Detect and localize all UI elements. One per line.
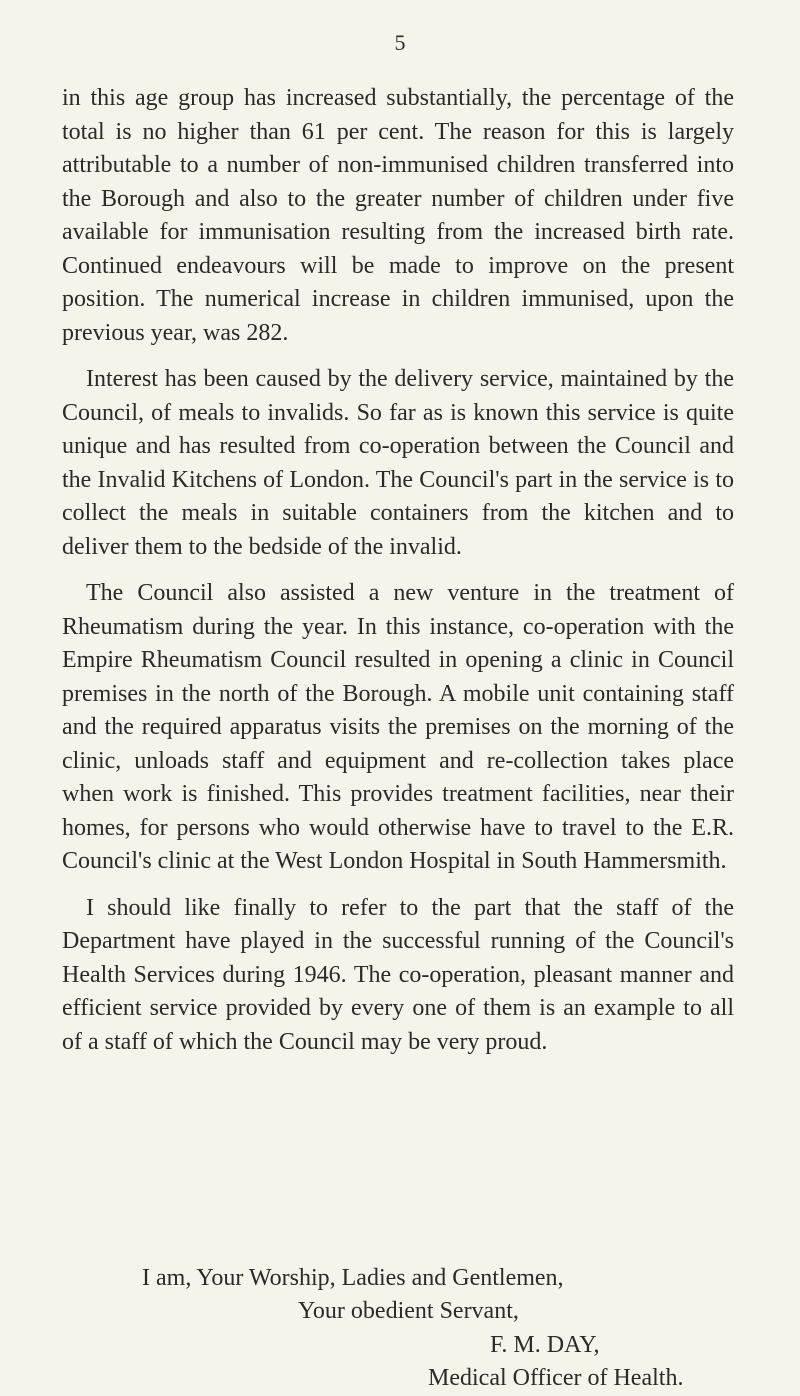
page-number: 5: [394, 30, 406, 55]
paragraph-meals-service: Interest has been caused by the delivery service, maintained by the Council, of meals to invalids. So far as is known this service is quite unique and has resulted from co-operation between the Council and the Invalid Kitchens of London. The Council's part in the service is to collect the meals in suitable containers from the kitchen and to deliver them to the bedside of the invalid.: [62, 366, 734, 560]
body-text: [62, 82, 734, 1072]
closing-valediction: Your obedient Servant,: [298, 1298, 519, 1324]
paragraph-staff-thanks: I should like finally to refer to the part that the staff of the Department have played in the successful running of the Council's Health Services during 1946. The co-operation, pleasant manner and efficient service provided by every one of them is an example to all of a staff of which the Council may be very proud.: [62, 894, 734, 1055]
closing-salutation: I am, Your Worship, Ladies and Gentlemen,: [142, 1265, 564, 1291]
paragraph-immunisation: in this age group has increased substantially, the percentage of the total is no higher than 61 per cent. The reason for this is largely attributable to a number of non-immunised children transferred into the Borough and also to the greater number of children under five available for immunisation resulting from the increased birth rate. Continued endeavours will be made to improve on the present position. The numerical increase in children immunised, upon the previous year, was 282.: [62, 85, 734, 346]
closing-signatory: F. M. DAY,: [490, 1332, 600, 1358]
closing-title: Medical Officer of Health.: [428, 1365, 684, 1391]
paragraph-rheumatism-clinic: The Council also assisted a new venture in the treatment of Rheumatism during the year. In this instance, co-operation with the Empire Rheumatism Council resulted in opening a clinic in Council premises in the north of the Borough. A mobile unit containing staff and the required apparatus visits the premises on the morning of the clinic, unloads staff and equipment and re-collection takes place when work is finished. This provides treatment facilities, near their homes, for persons who would otherwise have to travel to the E.R. Council's clinic at the West London Hospital in South Hammersmith.: [62, 580, 734, 874]
